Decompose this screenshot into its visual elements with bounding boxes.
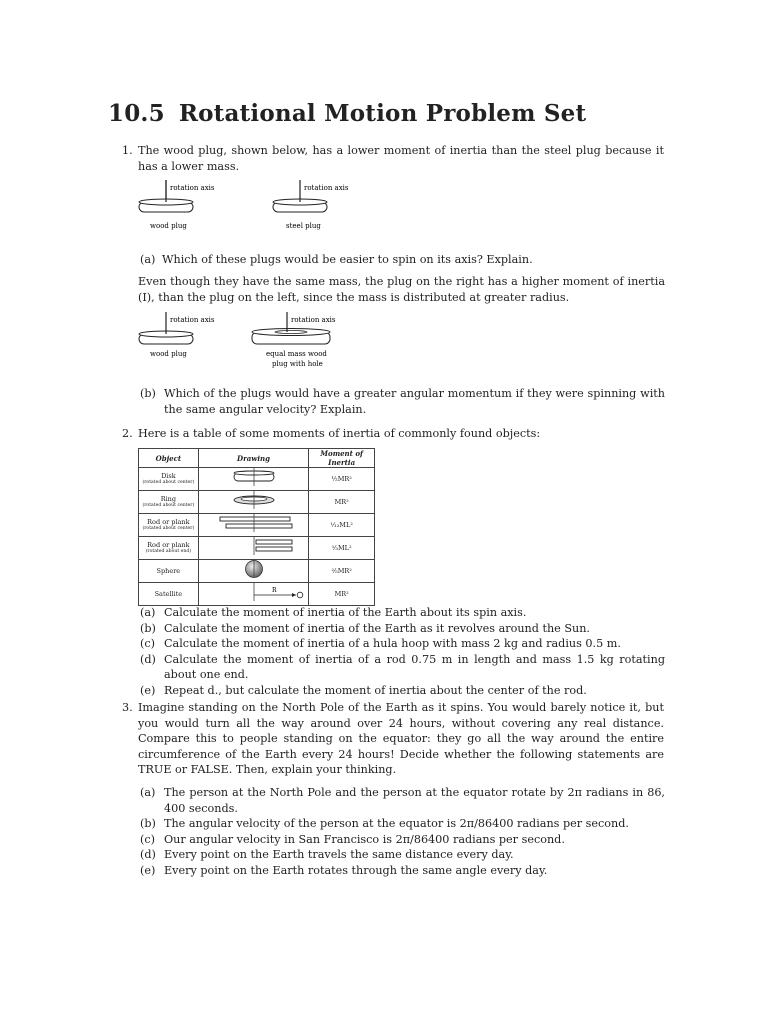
steel-plug-axis-label: rotation axis [304, 184, 349, 192]
rod-center-drawing [204, 514, 304, 532]
answer-paragraph: Even though they have the same mass, the plug on the right has a higher moment of inertia (I), than the plug on the left, since the mass is distributed at greater radius. [138, 275, 665, 304]
moment-value: ¹⁄₃ML² [309, 537, 375, 560]
table-row [139, 468, 375, 491]
question-2c [140, 636, 665, 652]
question-3 [122, 700, 664, 778]
wood-plug-axis-label: rotation axis [170, 184, 215, 192]
question-3b [140, 816, 665, 832]
part-text: Calculate the moment of inertia of the Earth about its spin axis. [164, 606, 527, 619]
object-name: Ring [160, 495, 177, 503]
plugs-figure [136, 178, 372, 234]
part-label: (b) [140, 621, 156, 635]
object-name: Sphere [156, 566, 181, 575]
question-1-label: 1. [122, 144, 133, 157]
ring-drawing [204, 491, 304, 509]
part-label: (a) [140, 606, 156, 619]
table-row [139, 583, 375, 606]
table-row [139, 491, 375, 514]
header-moment: Moment of Inertia [309, 449, 375, 468]
steel-plug-label: steel plug [286, 222, 321, 230]
plugs-figure-2 [136, 310, 376, 372]
header-drawing: Drawing [198, 449, 309, 468]
moment-value: MR² [309, 583, 375, 606]
question-1b-label: (b) [140, 387, 156, 400]
question-1a-label: (a) [140, 253, 156, 266]
part-label: (c) [140, 832, 155, 846]
disk-drawing [204, 468, 304, 486]
part-label: (c) [140, 637, 155, 650]
inertia-table-header [139, 449, 375, 468]
part-text: Every point on the Earth rotates through the same angle every day. [164, 863, 548, 877]
hollow-plug-label-line2: plug with hole [272, 360, 323, 368]
object-name: Satellite [154, 589, 183, 598]
question-1a [140, 252, 665, 268]
object-name: Rod or plank [147, 541, 190, 549]
page-title [108, 100, 586, 127]
question-2-parts [140, 605, 665, 698]
part-text: Calculate the moment of inertia of the Earth as it revolves around the Sun. [164, 621, 590, 635]
object-note: (rotated about center) [142, 503, 195, 508]
header-object: Object [139, 449, 199, 468]
section-title: Rotational Motion Problem Set [178, 100, 587, 127]
part-label: (e) [140, 863, 156, 877]
object-name: Disk [161, 472, 176, 480]
object-note: (rotated about center) [142, 526, 195, 531]
question-3d [140, 847, 665, 863]
part-label: (a) [140, 786, 156, 799]
sphere-drawing [204, 560, 304, 578]
wood-plug-label-2: wood plug [150, 350, 187, 358]
question-1b-text: Which of the plugs would have a greater angular momentum if they were spinning with the same angular velocity? Explain. [164, 387, 665, 416]
table-row [139, 560, 375, 583]
part-text: Calculate the moment of inertia of a hula hoop with mass 2 kg and radius 0.5 m. [164, 637, 621, 650]
moment-value: ²⁄₅MR² [309, 560, 375, 583]
question-3c [140, 832, 665, 848]
question-2-label: 2. [122, 427, 133, 440]
moment-value: MR² [309, 491, 375, 514]
object-note: (rotated about end) [145, 549, 192, 554]
part-label: (d) [140, 848, 156, 861]
object-note: (rotated about center) [142, 480, 195, 485]
question-2a [140, 605, 665, 621]
part-text: The person at the North Pole and the person at the equator rotate by 2π radians in 86, 400 seconds. [164, 786, 665, 815]
question-3-label: 3. [122, 701, 133, 714]
question-3a [140, 785, 665, 816]
part-text: Calculate the moment of inertia of a rod 0.75 m in length and mass 1.5 kg rotating about one end. [164, 652, 665, 681]
wood-plug-axis-label-2: rotation axis [170, 316, 215, 324]
part-text: Repeat d., but calculate the moment of inertia about the center of the rod. [164, 683, 587, 697]
rod-end-drawing [204, 537, 304, 555]
part-text: The angular velocity of the person at the equator is 2π/86400 radians per second. [164, 817, 629, 830]
question-2-text: Here is a table of some moments of inertia of commonly found objects: [138, 427, 541, 440]
question-3-parts [140, 785, 665, 878]
question-2e [140, 683, 665, 699]
hollow-plug-axis-label: rotation axis [291, 316, 336, 324]
moment-value: ¹⁄₁₂ML² [309, 514, 375, 537]
table-row [139, 537, 375, 560]
inertia-table [138, 448, 375, 606]
wood-plug-label: wood plug [150, 222, 187, 230]
question-1a-text: Which of these plugs would be easier to spin on its axis? Explain. [162, 253, 533, 266]
question-2d [140, 652, 665, 683]
question-3e [140, 863, 665, 879]
part-label: (b) [140, 817, 156, 830]
part-text: Our angular velocity in San Francisco is 2π/86400 radians per second. [164, 832, 565, 846]
section-number: 10.5 [108, 100, 165, 127]
part-label: (d) [140, 652, 156, 666]
question-1b [140, 386, 665, 417]
part-text: Every point on the Earth travels the same distance every day. [164, 848, 514, 861]
object-name: Rod or plank [147, 518, 190, 526]
hollow-plug-label-line1: equal mass wood [266, 350, 327, 358]
table-row [139, 514, 375, 537]
radius-label: R [271, 587, 277, 594]
question-1 [122, 143, 664, 174]
satellite-drawing [204, 583, 304, 601]
moment-value: ½MR² [309, 468, 375, 491]
question-2 [122, 426, 664, 442]
question-2b [140, 621, 665, 637]
part-label: (e) [140, 683, 156, 697]
question-3-text: Imagine standing on the North Pole of the Earth as it spins. You would barely notice it, but you would turn all the way around over 24 hours, without covering any real distance. Compare this to people standing on the equator: they go all the way around the entire circumference of the Earth every 24 hours! Decide whether the following statements are TRUE or FALSE. Then, explain your thinking. [138, 701, 664, 776]
question-1-text: The wood plug, shown below, has a lower moment of inertia than the steel plug because it has a lower mass. [138, 144, 664, 173]
